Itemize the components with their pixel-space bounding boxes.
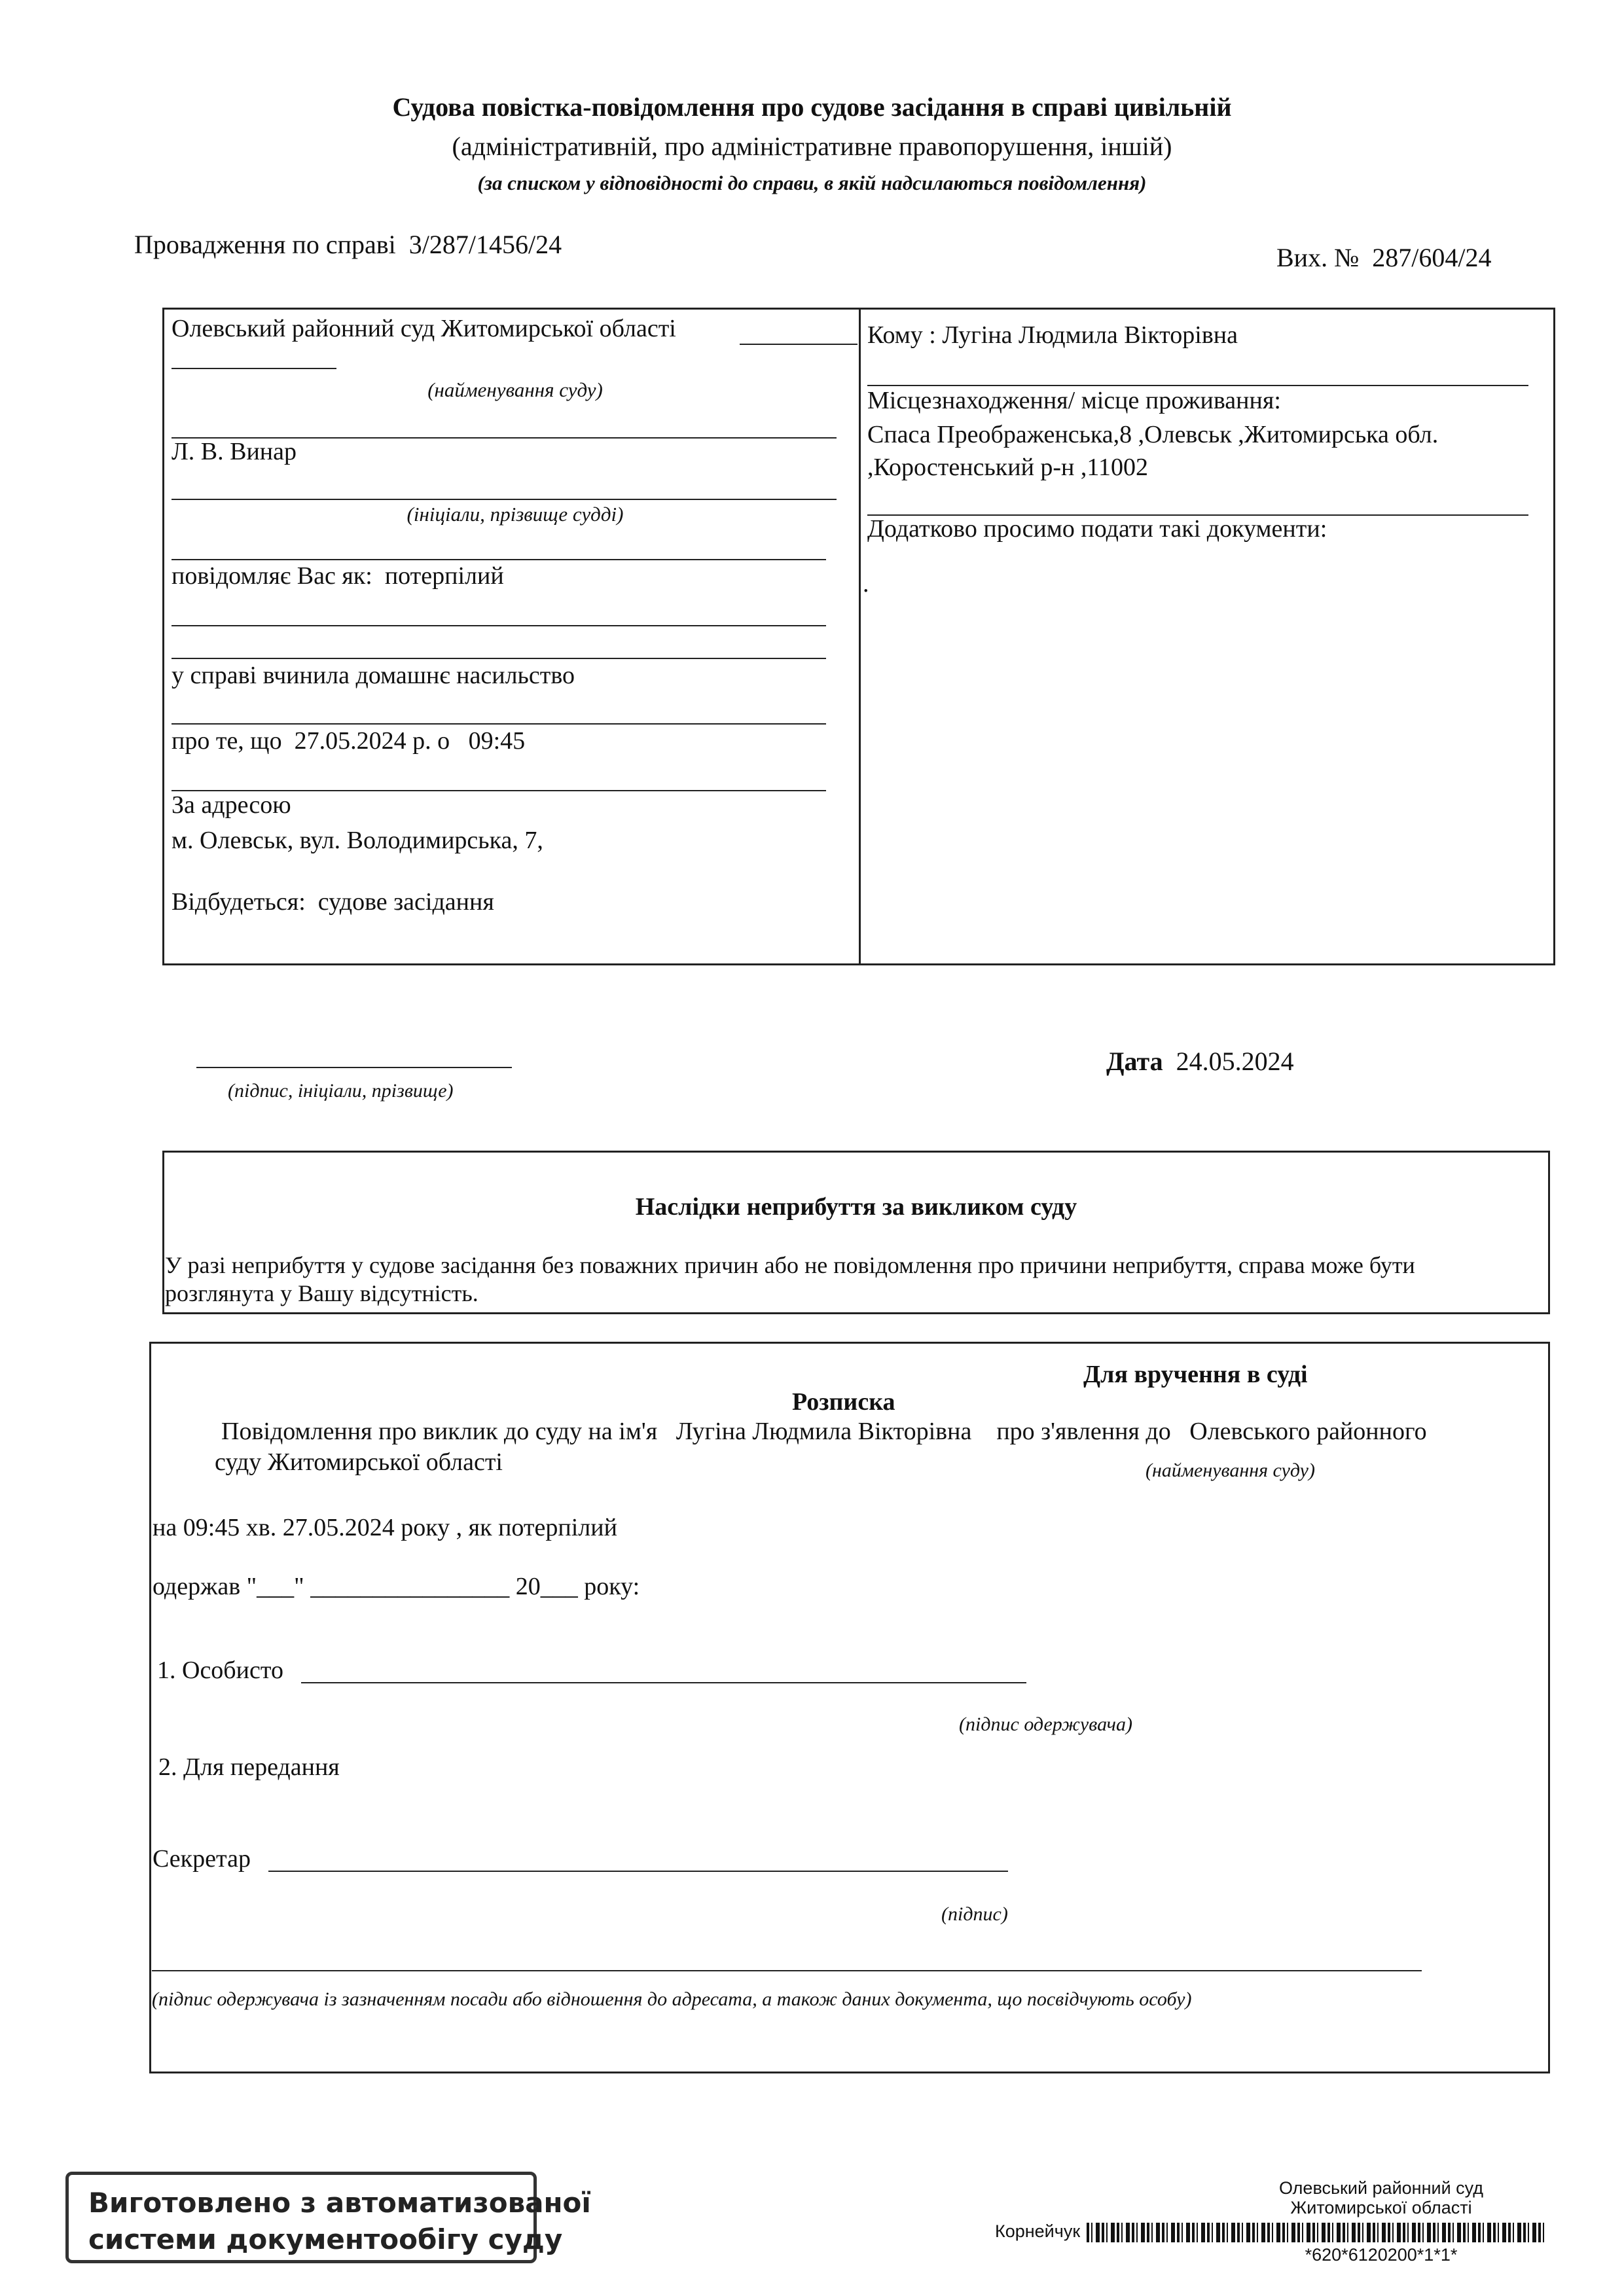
receipt-received: одержав "___" ________________ 20___ року: [153, 1573, 640, 1600]
court-fill-line-2 [171, 368, 336, 369]
receipt-line-1 [221, 1417, 1427, 1446]
documents-label: Додатково просимо подати такі документи: [867, 515, 1327, 543]
case-number: 3/287/1456/24 [408, 230, 562, 259]
date-label: про те, що [171, 727, 282, 755]
recipient-details-caption: (підпис одержувача із зазначенням посади або відношення до адресата, а також даних документа, що посвідчують особу) [152, 1988, 1192, 2010]
outgoing-value: 287/604/24 [1372, 243, 1492, 272]
event-line [171, 888, 494, 916]
outgoing-number [1276, 242, 1491, 273]
issue-date [1106, 1046, 1294, 1077]
location-line-2: ,Коростенський р-н ,11002 [867, 454, 1148, 481]
date-r: р. о [412, 727, 450, 755]
receipt-line-1-b: про з'явлення до [996, 1418, 1171, 1445]
automation-stamp [65, 2172, 591, 2263]
recipient-label: Кому : [867, 321, 936, 349]
case-description: у справі вчинила домашнє насильство [171, 662, 575, 689]
receipt-court-caption: (найменування суду) [1146, 1460, 1315, 1481]
receipt-personally: 1. Особисто [157, 1657, 283, 1684]
footer-court-region: Житомирської області [1290, 2198, 1472, 2217]
event-label: Відбудеться: [171, 888, 306, 916]
judge-line-bottom [171, 499, 837, 500]
case-line-underline [171, 723, 826, 725]
recipient-details-line [152, 1970, 1422, 1971]
signature-line [196, 1067, 512, 1068]
court-name: Олевський районний суд Житомирської області [171, 315, 676, 342]
receipt-time-line: на 09:45 хв. 27.05.2024 року , як потерпілий [153, 1514, 617, 1541]
court-fill-line [740, 344, 857, 345]
notify-line [171, 562, 504, 590]
receipt-transfer: 2. Для передання [158, 1753, 340, 1781]
issue-date-label: Дата [1106, 1047, 1163, 1076]
recipient-signature-caption: (підпис одержувача) [959, 1713, 1132, 1735]
personally-signature-line [301, 1682, 1026, 1683]
recipient-line [867, 321, 1238, 350]
barcode-text: *620*6120200*1*1* [1305, 2245, 1458, 2265]
documents-mark: . [863, 570, 869, 598]
receipt-secretary: Секретар [153, 1845, 251, 1873]
footer-court-name: Олевський районний суд [1278, 2178, 1484, 2198]
judge-caption: (ініціали, прізвище судді) [406, 503, 624, 526]
barcode [1087, 2223, 1545, 2242]
receipt-line-1-a: Повідомлення про виклик до суду на ім'я [221, 1418, 658, 1445]
hearing-time: 09:45 [468, 727, 526, 755]
receipt-for-court: Для вручення в суді [1083, 1361, 1308, 1388]
receipt-recipient-name: Лугіна Людмила Вікторівна [676, 1418, 972, 1445]
notify-line-top [171, 559, 826, 560]
case-label: Провадження по справі [134, 230, 396, 259]
location-line-1: Спаса Преображенська,8 ,Олевськ ,Житомирська обл. [867, 421, 1439, 448]
consequences-text-1: У разі неприбуття у судове засідання без поважних причин або не повідомлення про причини неприбуття, справа може бути [165, 1252, 1415, 1278]
column-divider [859, 308, 861, 965]
address-label: За адресою [171, 791, 291, 819]
document-note: (за списком у відповідності до справи, в якій надсилаються повідомлення) [477, 171, 1147, 194]
stamp-line-1: Виготовлено з автоматизованої [88, 2187, 591, 2219]
notify-role: потерпілий [384, 562, 504, 590]
notify-line-2 [171, 658, 826, 659]
court-address: м. Олевськ, вул. Володимирська, 7, [171, 827, 543, 854]
receipt-title: Розписка [792, 1388, 895, 1416]
case-line [134, 229, 562, 260]
location-label: Місцезнаходження/ місце проживання: [867, 387, 1281, 414]
judge-name: Л. В. Винар [171, 438, 297, 465]
signature-caption: (підпис, ініціали, прізвище) [228, 1080, 454, 1102]
consequences-text-2: розглянута у Вашу відсутність. [165, 1280, 478, 1306]
notify-line-1 [171, 625, 826, 626]
court-caption: (найменування суду) [427, 378, 603, 401]
receipt-court-name: Олевського районного [1189, 1418, 1427, 1445]
receipt-line-2: суду Житомирської області [215, 1448, 503, 1476]
footer-clerk: Корнейчук [995, 2221, 1081, 2241]
secretary-signature-caption: (підпис) [941, 1903, 1008, 1925]
issue-date-value: 24.05.2024 [1176, 1047, 1294, 1076]
secretary-signature-line [268, 1871, 1008, 1872]
notify-label: повідомляє Вас як: [171, 562, 372, 590]
hearing-date-line [171, 726, 525, 755]
hearing-date: 27.05.2024 [294, 727, 406, 755]
outgoing-label: Вих. № [1276, 243, 1360, 272]
consequences-title: Наслідки неприбуття за викликом суду [635, 1193, 1077, 1221]
document-title: Судова повістка-повідомлення про судове засідання в справі цивільній [392, 92, 1232, 122]
recipient-name: Лугіна Людмила Вікторівна [942, 321, 1238, 349]
event-value: судове засідання [317, 888, 494, 916]
stamp-line-2: системи документообігу суду [88, 2223, 563, 2255]
document-subtitle: (адміністративній, про адміністративне правопорушення, іншій) [452, 132, 1172, 161]
